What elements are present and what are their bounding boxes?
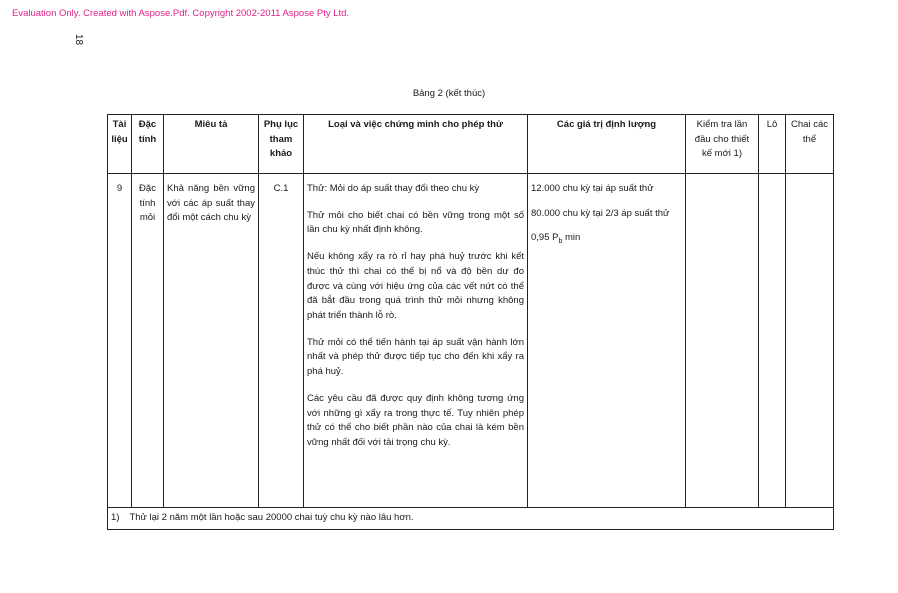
cell-mieu-ta: Khả năng bền vững với các áp suất thay đổi một cách chu kỳ [164, 174, 259, 508]
header-loai-viec: Loại và việc chứng minh cho phép thử [304, 115, 528, 174]
header-gia-tri: Các giá trị định lượng [528, 115, 686, 174]
specification-table [107, 114, 834, 530]
cell-chai [786, 174, 834, 508]
cell-phu-luc: C.1 [259, 174, 304, 508]
cell-gia-tri [528, 174, 686, 508]
cell-loai-viec [304, 174, 528, 508]
cell-lo [759, 174, 786, 508]
evaluation-watermark: Evaluation Only. Created with Aspose.Pdf. Copyright 2002-2011 Aspose Pty Ltd. [12, 8, 350, 19]
table-caption: Bảng 2 (kết thúc) [412, 88, 486, 99]
cell-dac-tinh: Đặc tính mỏi [132, 174, 164, 508]
value-1: 12.000 chu kỳ tại áp suất thử [531, 183, 654, 194]
cell-tai-lieu: 9 [108, 174, 132, 508]
footnote-marker: 1) [111, 512, 120, 523]
test-paragraph-2: Thử mỏi cho biết chai có bền vững trong một số lần chu kỳ nhất định không. [307, 209, 524, 236]
value-3: 0,95 $P_b$ min [531, 232, 581, 246]
value-2: 80.000 chu kỳ tại 2/3 áp suất thử [531, 207, 670, 219]
test-paragraph-3: Nếu không xẩy ra rò rỉ hay phá huỷ trước khi kết thúc thử thì chai có thể bị nổ và độ bền dư đo được và cùng với hiệu ứng của các vết nứt có thể đã bắt đầu trong quá trình thử mỏi nhưng không phát triển thành lỗ rò. [307, 251, 524, 322]
test-paragraph-1: Thử: Mỏi do áp suất thay đổi theo chu kỳ [307, 183, 480, 194]
table-header-row [108, 115, 834, 174]
test-paragraph-4: Thử mỏi có thể tiến hành tại áp suất vận hành lớn nhất và phép thử được tiếp tục cho đến khi xẩy ra phá huỷ. [307, 336, 524, 378]
header-mieu-ta: Miêu tả [164, 115, 259, 174]
footnote-row [108, 508, 834, 530]
cell-kiem-tra [686, 174, 759, 508]
footnote-cell [108, 508, 834, 530]
header-phu-luc: Phụ lục tham khảo [259, 115, 304, 174]
header-tai-lieu: Tài liệu [108, 115, 132, 174]
test-paragraph-5: Các yêu cầu đã được quy định không tương ứng với những gì xẩy ra trong thực tế. Tuy nhiên phép thử có thể cho biết phần nào của chai là kém bền vững nhất đối với tải trọng chu kỳ. [307, 392, 524, 449]
header-kiem-tra: Kiểm tra lần đầu cho thiết kế mới 1) [686, 115, 759, 174]
table-row [108, 174, 834, 508]
footnote-text: Thử lại 2 năm một lần hoặc sau 20000 chai tuỳ chu kỳ nào lâu hơn. [129, 512, 414, 523]
header-dac-tinh: Đặc tính [132, 115, 164, 174]
page-number: 18 [73, 34, 84, 46]
header-chai: Chai các thể [786, 115, 834, 174]
header-lo: Lô [759, 115, 786, 174]
